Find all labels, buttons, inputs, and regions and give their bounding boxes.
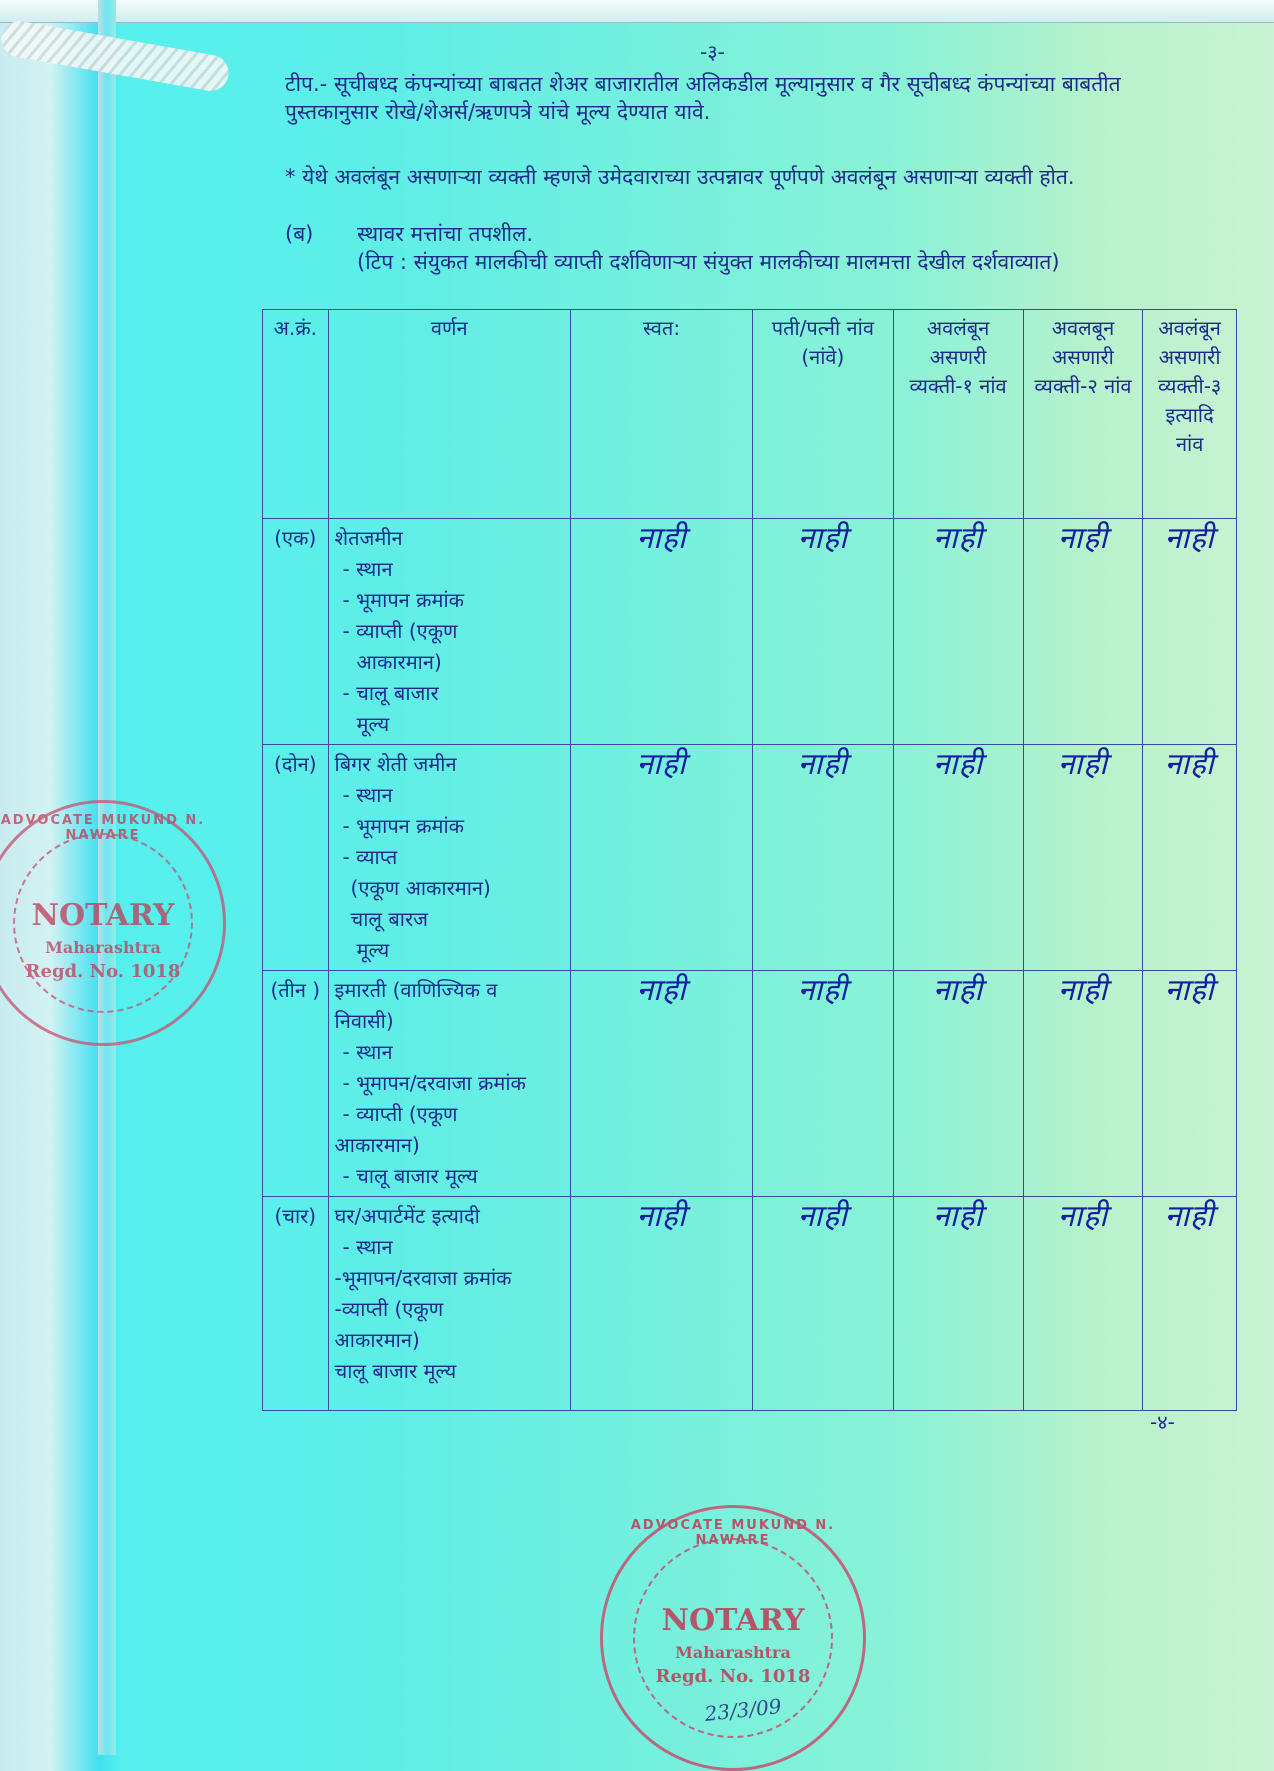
notary-stamp-bottom [600,1505,866,1771]
table-header-row [263,310,1237,519]
cell-dependent-3 [1143,519,1237,745]
stamp-state: Maharashtra [675,1643,791,1662]
desc-line: - भूमापन/दरवाजा क्रमांक [342,1071,526,1095]
stamp-title: NOTARY [31,898,175,933]
desc-line: - व्याप्त [342,845,398,869]
desc-line: निवासी) [334,1009,394,1033]
header-spouse: पती/पत्नी नांव (नांवे) [753,310,893,519]
cell-dependent-3 [1143,971,1237,1197]
handwritten-value: नाही [1164,747,1215,782]
desc-line: बिगर शेती जमीन [334,752,457,776]
footnote-paragraph: * येथे अवलंबून असणाऱ्या व्यक्ती म्हणजे उमेदवाराच्या उत्पन्नावर पूर्णपणे अवलंबून असणाऱ्या व्यक्ती होत. [285,165,1075,189]
next-page-marker: -४- [1150,1410,1175,1434]
cell-dependent-3 [1143,745,1237,971]
handwritten-value: नाही [636,1199,687,1234]
desc-line: - स्थान [342,557,393,581]
stamp-regd: Regd. No. 1018 [655,1666,811,1687]
header-self: स्वत: [571,310,753,519]
desc-line: - भूमापन क्रमांक [342,814,464,838]
row-description [328,971,570,1197]
cell-dependent-1 [893,1197,1023,1411]
row-number: (चार) [263,1197,329,1411]
stamp-title: NOTARY [661,1603,805,1638]
stamp-name: ADVOCATE MUKUND N. NAWARE [0,813,206,843]
section-title: स्थावर मत्तांचा तपशील. [357,222,534,246]
desc-line: - चालू बाजार मूल्य [342,1164,478,1188]
header-serial: अ.क्रं. [263,310,329,519]
row-description [328,519,570,745]
desc-line: घर/अपार्टमेंट इत्यादी [334,1204,480,1228]
cell-dependent-3 [1143,1197,1237,1411]
desc-line: मूल्य [356,938,390,962]
desc-line: चालू बारज [350,907,428,931]
page-top-edge [0,0,1274,23]
cell-self [571,971,753,1197]
desc-line: -भूमापन/दरवाजा क्रमांक [334,1266,512,1290]
table-row [263,1197,1237,1411]
desc-line: आकारमान) [334,1133,420,1157]
header-dependent-2: अवलबून असणारी व्यक्ती-२ नांव [1023,310,1143,519]
cell-dependent-1 [893,519,1023,745]
header-description: वर्णन [328,310,570,519]
section-subtitle: (टिप : संयुकत मालकीची व्याप्ती दर्शविणाऱ्या संयुक्त मालकीच्या मालमत्ता देखील दर्शवाव्यात) [357,250,1060,274]
header-dependent-1: अवलंबून असणरी व्यक्ती-१ नांव [893,310,1023,519]
desc-line: - स्थान [342,1235,393,1259]
handwritten-value: नाही [1057,521,1109,556]
cell-self [571,519,753,745]
cell-spouse [753,519,893,745]
cell-dependent-2 [1023,745,1143,971]
row-number: (एक) [263,519,329,745]
handwritten-value: नाही [933,973,984,1008]
desc-line: -व्याप्ती (एकूण [334,1297,444,1321]
cell-spouse [753,971,893,1197]
handwritten-value: नाही [933,521,984,556]
desc-line: मूल्य [356,712,390,736]
cell-spouse [753,1197,893,1411]
stamp-name: ADVOCATE MUKUND N. NAWARE [630,1518,836,1548]
handwritten-value: नाही [1164,1199,1215,1234]
handwritten-value: नाही [797,973,848,1008]
cell-dependent-1 [893,745,1023,971]
immovable-assets-table [262,309,1237,1411]
section-label: (ब) [285,222,314,246]
desc-line: - व्याप्ती (एकूण [342,1102,458,1126]
desc-line: शेतजमीन [334,526,403,550]
table-row [263,519,1237,745]
handwritten-value: नाही [1057,973,1109,1008]
handwritten-value: नाही [1164,973,1215,1008]
handwritten-value: नाही [797,521,848,556]
handwritten-value: नाही [636,521,687,556]
cell-spouse [753,745,893,971]
cell-self [571,745,753,971]
handwritten-value: नाही [933,1199,984,1234]
table-row [263,745,1237,971]
cell-dependent-2 [1023,519,1143,745]
handwritten-value: नाही [797,747,848,782]
handwritten-value: नाही [636,747,687,782]
handwritten-value: नाही [1057,1199,1109,1234]
row-description [328,1197,570,1411]
page-number: -३- [700,40,725,64]
handwritten-value: नाही [933,747,984,782]
desc-line: - भूमापन क्रमांक [342,588,464,612]
cell-self [571,1197,753,1411]
desc-line: - स्थान [342,783,393,807]
handwritten-value: नाही [636,973,687,1008]
handwritten-value: नाही [797,1199,848,1234]
header-dependent-3: अवलंबून असणारी व्यक्ती-३ इत्यादि नांव [1143,310,1237,519]
handwritten-value: नाही [1164,521,1215,556]
notary-stamp-left [0,800,226,1046]
stamp-state: Maharashtra [45,938,161,957]
row-number: (दोन) [263,745,329,971]
desc-line: इमारती (वाणिज्यिक व [334,978,498,1002]
row-description [328,745,570,971]
notary-signature: 23/3/09 [703,1694,783,1726]
row-number: (तीन ) [263,971,329,1197]
handwritten-value: नाही [1057,747,1109,782]
cell-dependent-2 [1023,1197,1143,1411]
section-heading [285,220,1215,276]
desc-line: - स्थान [342,1040,393,1064]
cell-dependent-2 [1023,971,1143,1197]
stamp-regd: Regd. No. 1018 [25,961,181,982]
desc-line: - चालू बाजार [342,681,439,705]
note-paragraph: टीप.- सूचीबध्द कंपन्यांच्या बाबतत शेअर बाजारातील अलिकडील मूल्यानुसार व गैर सूचीबध्द कंपन्यांच्या बाबतीत पुस्तकानुसार रोखे/शेअर्स/ऋणपत्रे यांचे मूल्य देण्यात यावे. [285,72,1121,124]
desc-line: चालू बाजार मूल्य [334,1359,457,1383]
desc-line: (एकूण आकारमान) [350,876,491,900]
cell-dependent-1 [893,971,1023,1197]
desc-line: आकारमान) [334,1328,420,1352]
table-row [263,971,1237,1197]
desc-line: आकारमान) [356,650,442,674]
desc-line: - व्याप्ती (एकूण [342,619,458,643]
